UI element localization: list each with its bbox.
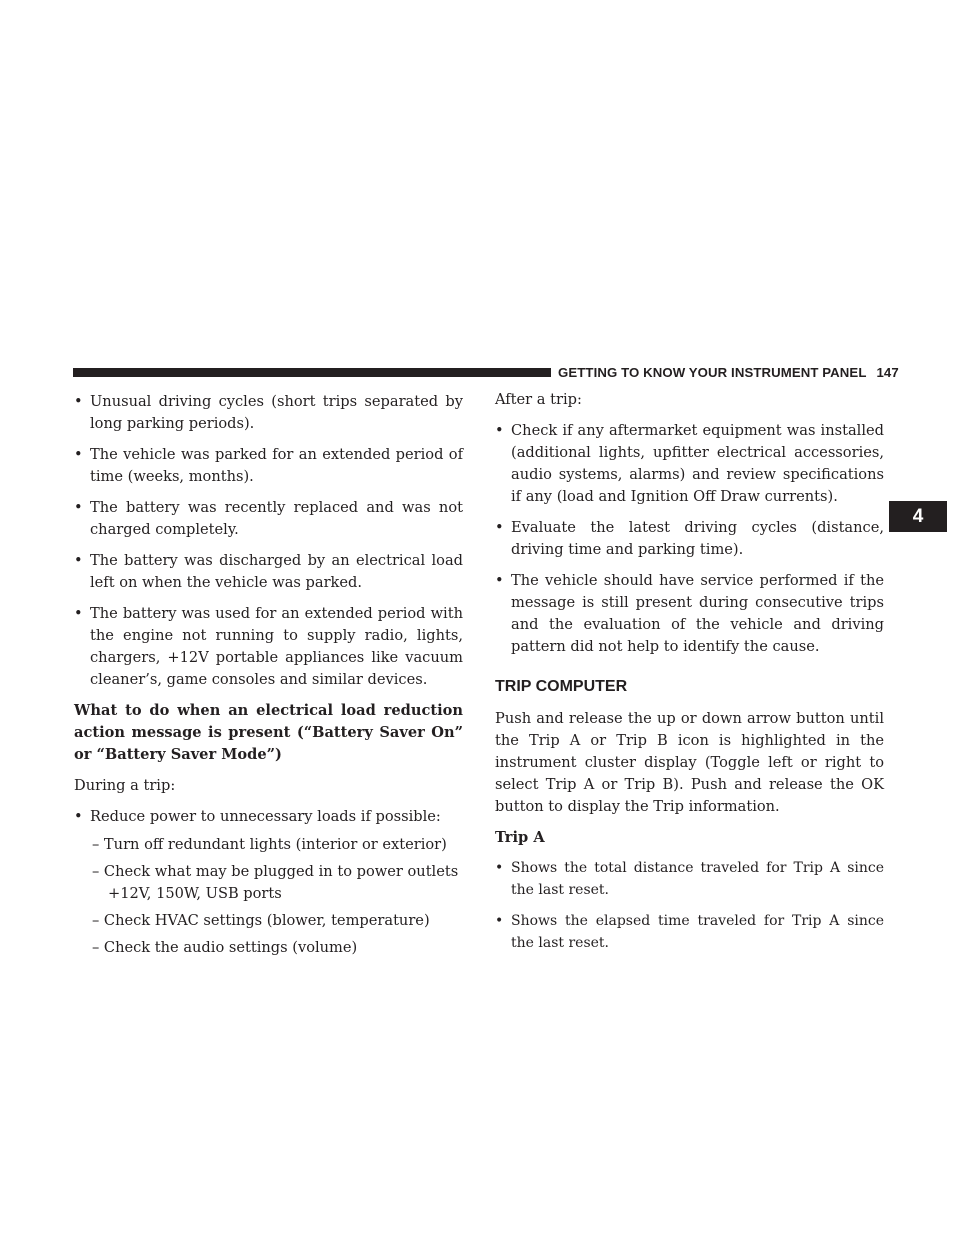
trip-computer-heading: TRIP COMPUTER — [495, 678, 628, 695]
trip-computer-text: Push and release the up or down arrow button until the Trip A or Trip B icon is highlighted in the instrument cluster display (Toggle left or right to select Trip A or Trip B). Push and release the OK button to display the Trip information. — [495, 710, 884, 815]
during-trip-label: During a trip: — [74, 777, 176, 794]
list-item: • Check if any aftermarket equipment was installed (additional lights, upfitter electrical accessories, audio systems, alarms) and review specifications if any (load and Ignition Off Draw currents). — [495, 420, 884, 508]
list-item: • The vehicle should have service performed if the message is still present during consecutive trips and the evaluation of the vehicle and driving pattern did not help to identify the cause. — [495, 570, 884, 658]
chapter-tab: 4 — [889, 501, 947, 532]
trip-a-heading: Trip A — [495, 829, 545, 846]
list-item: • Shows the elapsed time traveled for Trip A since the last reset. — [495, 910, 884, 954]
list-item: • The battery was discharged by an electrical load left on when the vehicle was parked. — [74, 550, 463, 594]
section-title-header: GETTING TO KNOW YOUR INSTRUMENT PANEL — [558, 365, 867, 380]
right-column — [495, 389, 884, 963]
page-number: 147 — [876, 365, 899, 380]
list-item: • The vehicle was parked for an extended period of time (weeks, months). — [74, 444, 463, 488]
sub-list-item: – Check what may be plugged in to power outlets +12V, 150W, USB ports — [92, 863, 459, 902]
sub-list-item: – Check the audio settings (volume) — [92, 939, 358, 956]
bold-heading: What to do when an electrical load reduction action message is present (“Battery Saver On” or “Battery Saver Mode”) — [74, 702, 463, 763]
sub-list-item: – Turn off redundant lights (interior or exterior) — [92, 836, 447, 853]
list-item: • Reduce power to unnecessary loads if possible: — [74, 806, 463, 828]
list-item: • The battery was used for an extended period with the engine not running to supply radio, lights, chargers, +12V portable appliances like vacuum cleaner’s, game consoles and similar devices. — [74, 603, 463, 691]
header-rule — [73, 368, 551, 377]
list-item: • Unusual driving cycles (short trips separated by long parking periods). — [74, 391, 463, 435]
list-item: • The battery was recently replaced and was not charged completely. — [74, 497, 463, 541]
list-item: • Shows the total distance traveled for Trip A since the last reset. — [495, 857, 884, 901]
list-item: • Evaluate the latest driving cycles (distance, driving time and parking time). — [495, 517, 884, 561]
left-column — [74, 391, 463, 964]
sub-list-item: – Check HVAC settings (blower, temperature) — [92, 912, 430, 929]
running-header — [558, 364, 899, 382]
after-trip-label: After a trip: — [495, 391, 582, 408]
